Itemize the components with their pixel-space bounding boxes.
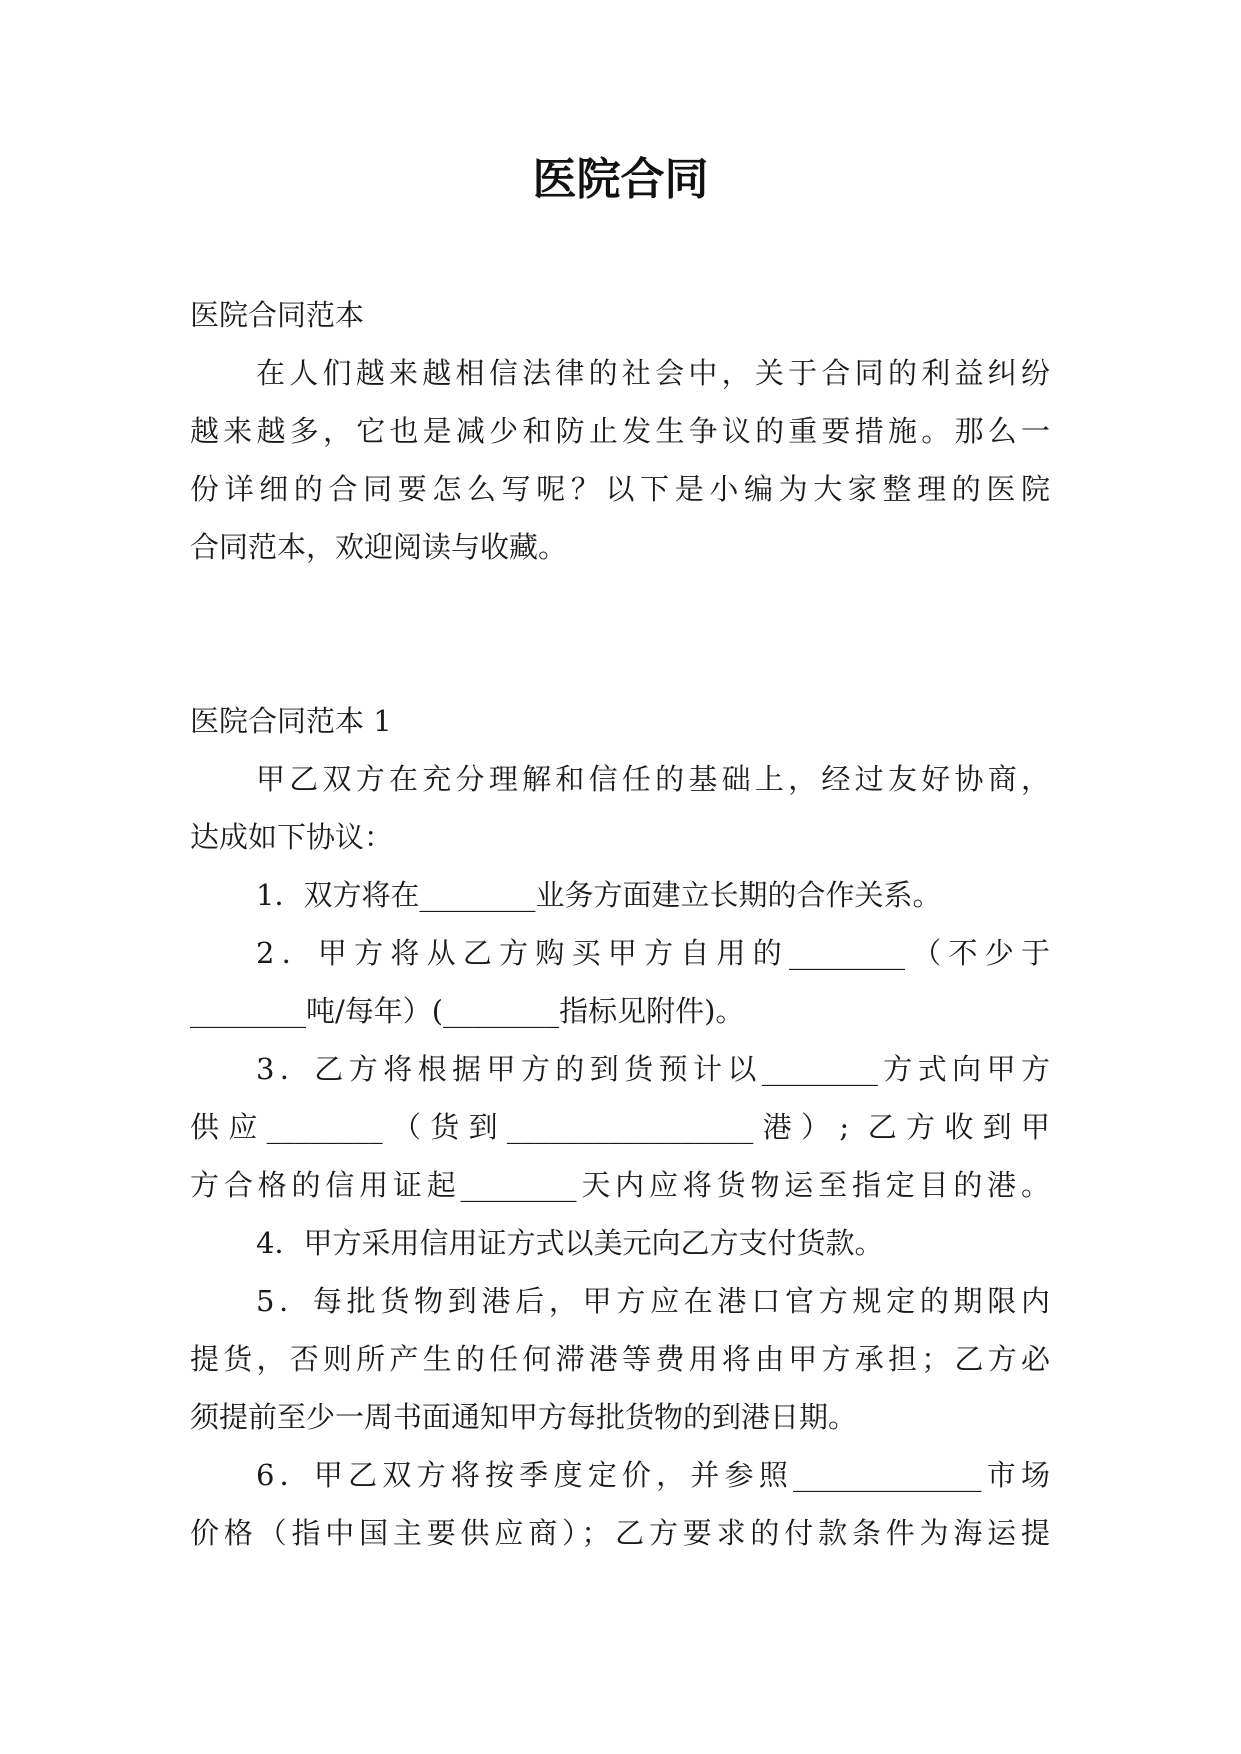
- document-body: [190, 286, 1050, 1562]
- paragraph-line: 合同范本，欢迎阅读与收藏。: [190, 530, 568, 564]
- clause-line: 须提前至少一周书面通知甲方每批货物的到港日期。: [190, 1400, 858, 1434]
- clause-line: 价格（指中国主要供应商）；乙方要求的付款条件为海运提: [190, 1516, 1050, 1550]
- clause-line: 提货，否则所产生的任何滞港等费用将由甲方承担；乙方必: [190, 1342, 1050, 1376]
- blank-spacer: [190, 576, 1050, 692]
- clause-line: 5．每批货物到港后，甲方应在港口官方规定的期限内: [256, 1284, 1050, 1318]
- paragraph-line: 在人们越来越相信法律的社会中，关于合同的利益纠纷: [256, 356, 1050, 390]
- document-title: 医院合同: [532, 154, 709, 205]
- paragraph-line: 份详细的合同要怎么写呢？以下是小编为大家整理的医院: [190, 472, 1050, 506]
- clause-line: ________吨/每年）(________指标见附件)。: [190, 994, 745, 1028]
- section-heading: 医院合同范本: [190, 298, 365, 332]
- paragraph-line: 甲乙双方在充分理解和信任的基础上，经过友好协商，: [256, 762, 1050, 796]
- clause-line: 3．乙方将根据甲方的到货预计以________方式向甲方: [256, 1052, 1050, 1086]
- clause-line: 供应________（货到_________________港）; 乙方收到甲: [190, 1110, 1050, 1144]
- clause-line: 4．甲方采用信用证方式以美元向乙方支付货款。: [256, 1226, 884, 1260]
- clause-line: 方合格的信用证起________天内应将货物运至指定目的港。: [190, 1168, 1050, 1202]
- paragraph-line: 达成如下协议：: [190, 820, 394, 854]
- paragraph-line: 越来越多，它也是减少和防止发生争议的重要措施。那么一: [190, 414, 1050, 448]
- clause-line: 1．双方将在________业务方面建立长期的合作关系。: [256, 878, 942, 912]
- clause-line: 2．甲方将从乙方购买甲方自用的________（不少于: [256, 936, 1050, 970]
- section-heading: 医院合同范本 1: [190, 704, 392, 738]
- clause-line: 6．甲乙双方将按季度定价，并参照_____________市场: [256, 1458, 1050, 1492]
